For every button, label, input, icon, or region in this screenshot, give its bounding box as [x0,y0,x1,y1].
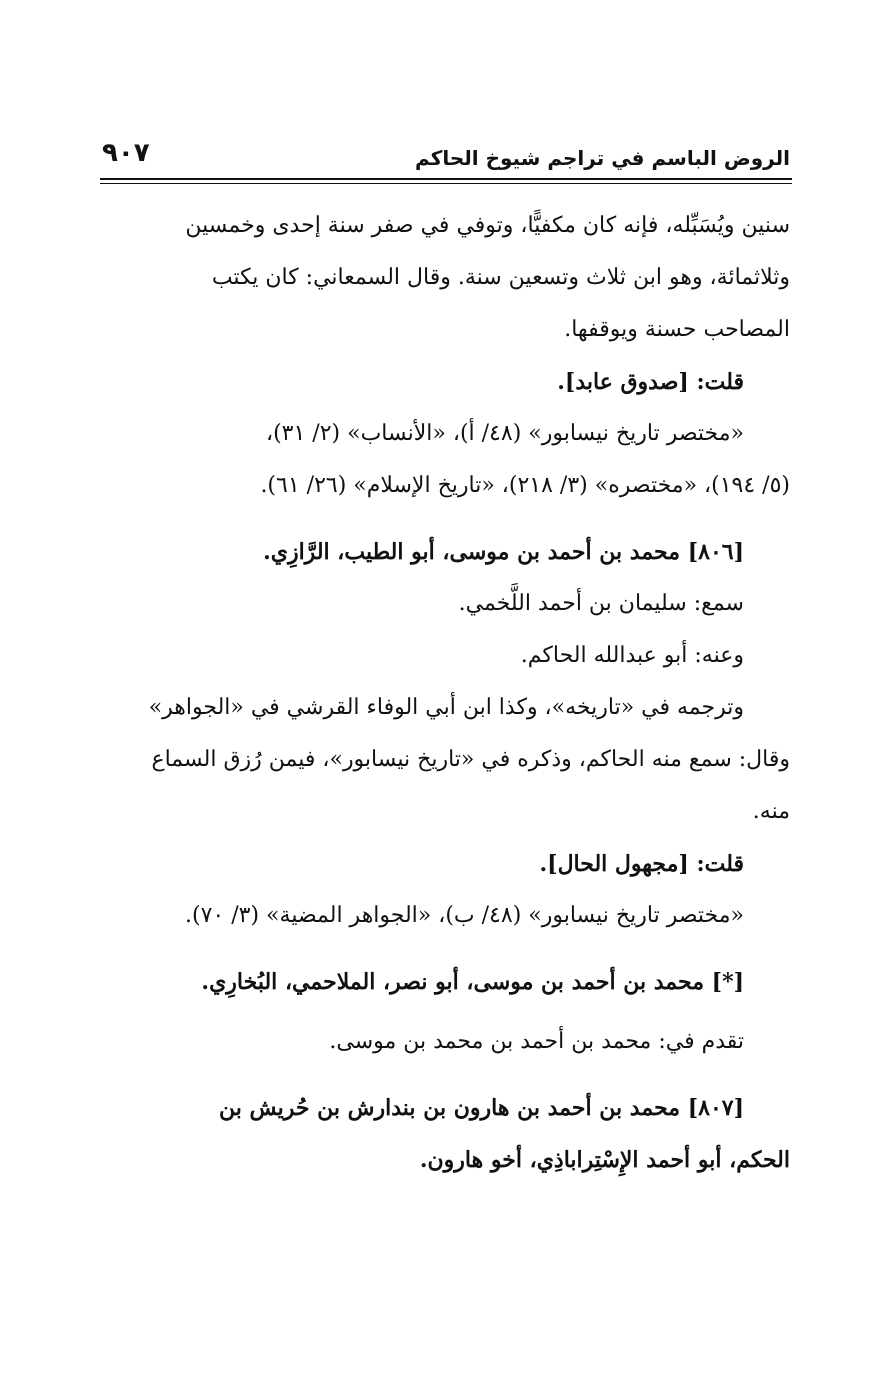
entry-806-heard: سمع: سليمان بن أحمد اللَّخمي. [458,591,744,616]
text-line: المصاحب حسنة ويوقفها. [564,317,790,342]
entry-806-sources: «مختصر تاريخ نيسابور» (٤٨/ ب)، «الجواهر المضية» (٣/ ٧٠). [185,903,744,928]
page-header [100,138,790,178]
text-line: منه. [752,799,790,824]
text-line: سنين ويُسَبِّله، فإنه كان مكفيًّا، وتوفي في صفر سنة إحدى وخمسين [185,213,790,238]
entry-806-verdict: قلت: [مجهول الحال]. [539,851,744,877]
entry-806-from-him: وعنه: أبو عبدالله الحاكم. [520,643,744,668]
text-line: وقال: سمع منه الحاكم، وذكره في «تاريخ نيسابور»، فيمن رُزق السماع [151,747,790,772]
entry-806-bio [100,682,790,838]
verdict-line: قلت: [صدوق عابد]. [557,369,744,395]
entry-806-heading: [٨٠٦] محمد بن أحمد بن موسى، أبو الطيب، الرَّازِي. [263,539,744,565]
paragraph-continuation [100,200,790,356]
page-number: ٩٠٧ [102,138,150,168]
page-body [100,200,790,1186]
entry-star-note: تقدم في: محمد بن أحمد بن محمد بن موسى. [329,1029,744,1054]
text-line: (٥/ ١٩٤)، «مختصره» (٣/ ٢١٨)، «تاريخ الإسلام» (٢٦/ ٦١). [260,473,790,498]
text-line: «مختصر تاريخ نيسابور» (٤٨/ أ)، «الأنساب» (٢/ ٣١)، [265,421,744,446]
book-title: الروض الباسم في تراجم شيوخ الحاكم [415,146,790,170]
entry-star-heading: [*] محمد بن أحمد بن موسى، أبو نصر، الملاحمي، البُخارِي. [201,969,744,995]
text-line: وثلاثمائة، وهو ابن ثلاث وتسعين سنة. وقال السمعاني: كان يكتب [211,265,790,290]
header-rule [100,178,792,184]
sources-paragraph [100,408,790,512]
text-line: [٨٠٧] محمد بن أحمد بن هارون بن بندارش بن حُريش بن [219,1095,744,1121]
entry-807 [100,1082,790,1186]
text-line: وترجمه في «تاريخه»، وكذا ابن أبي الوفاء القرشي في «الجواهر» [148,695,744,720]
text-line: الحكم، أبو أحمد الإِسْتِراباذِي، أخو هارون. [419,1147,790,1173]
